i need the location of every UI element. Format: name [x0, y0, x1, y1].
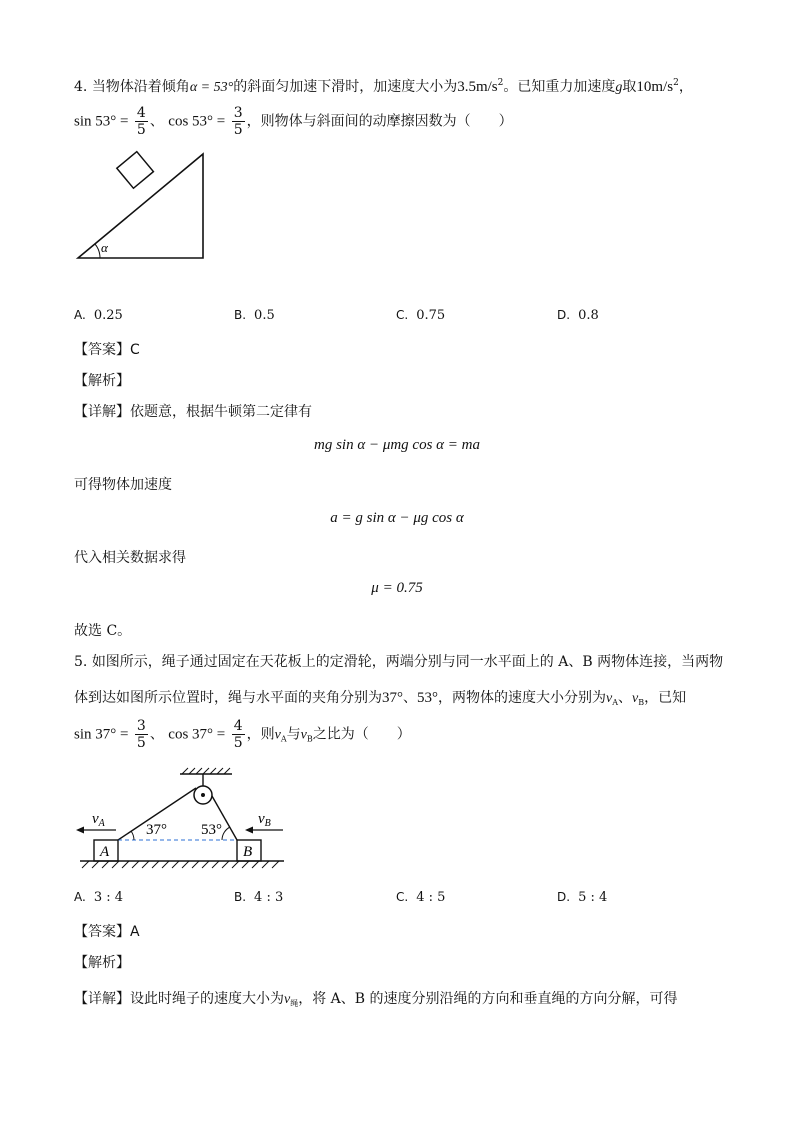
q5-text: 与 — [286, 726, 301, 743]
option-value: 3 : 4 — [93, 890, 123, 905]
q5-text: ，两物体的速度大小分别为 — [438, 690, 606, 706]
option-value: 4 : 5 — [416, 890, 446, 905]
q5-angle-1: 37° — [382, 690, 403, 706]
q5-sep: 、 — [149, 726, 164, 743]
q4-text: ， — [678, 79, 693, 95]
answer-tag: 【答案】 — [74, 342, 130, 358]
q5-line1 — [74, 651, 723, 671]
q4-sep: 、 — [149, 113, 164, 130]
velocity-arrowhead-b — [245, 827, 253, 834]
ground-hatch — [82, 861, 279, 868]
q4-number: 4. — [74, 79, 88, 95]
alpha-label: α — [101, 240, 108, 255]
detail-tag: 【详解】 — [74, 404, 130, 420]
option-label: B. — [234, 308, 247, 322]
q4-text: 当物体沿着倾角 — [91, 79, 190, 95]
option-value: 5 : 4 — [578, 890, 608, 905]
q4-question-tail: ，则物体与斜面间的动摩擦因数为（ ） — [246, 113, 513, 130]
option-label: C. — [396, 890, 409, 904]
q5-answer — [74, 921, 140, 941]
detail-text: ，将 A、B 的速度分别沿绳的方向和垂直绳的方向分解，可得 — [298, 991, 678, 1007]
q5-question-tail: 之比为（ ） — [312, 726, 411, 743]
q5-number: 5. — [74, 654, 88, 670]
q5-text: 、 — [403, 690, 417, 706]
velocity-label-a: $v_A$ — [92, 811, 105, 829]
velocity-label-b: $v_B$ — [258, 811, 271, 829]
q4-accel: 3.5m/s — [457, 79, 498, 95]
q4-conclusion: 故选 C。 — [74, 623, 132, 639]
q5-text: 如图所示，绳子通过固定在天花板上的定滑轮，两端分别与同一水平面上的 A、B 两物体连接，当两物 — [91, 654, 724, 670]
q5-va: v — [606, 691, 613, 706]
q5-text: ，已知 — [644, 690, 687, 706]
q4-text: 取 — [622, 79, 637, 95]
q4-line2 — [74, 105, 513, 138]
option-label: A. — [74, 890, 86, 904]
block-a-label: A — [100, 844, 110, 860]
q4-option-d[interactable] — [557, 308, 599, 323]
q5-sin-label: sin 37° = — [74, 726, 129, 743]
q5-text: ，则 — [246, 726, 275, 743]
q4-cos-label: cos 53° = — [168, 113, 226, 130]
option-label: D. — [557, 890, 571, 904]
fraction-numerator: 3 — [233, 105, 243, 121]
fraction-numerator: 4 — [233, 718, 243, 734]
q4-g: g — [615, 80, 623, 95]
q4-angle: α = 53° — [189, 80, 234, 95]
q4-sup: 2 — [497, 78, 504, 88]
fraction-numerator: 3 — [136, 718, 146, 734]
rope-velocity-sub: 绳 — [290, 999, 299, 1008]
option-label: C. — [396, 308, 409, 322]
q4-equation-2: a = g sin α − μg cos α — [330, 510, 464, 526]
q4-equation-1: mg sin α − μmg cos α = ma — [313, 437, 481, 453]
option-label: A. — [74, 308, 86, 322]
velocity-arrowhead-a — [76, 827, 84, 834]
q4-sin-fraction — [135, 105, 148, 138]
option-value: 0.75 — [416, 308, 446, 323]
fraction-denominator: 5 — [233, 122, 243, 138]
q5-option-b[interactable] — [234, 890, 283, 905]
answer-value: A — [130, 924, 140, 940]
q5-va-sub: A — [612, 698, 618, 707]
q4-sin-label: sin 53° = — [74, 113, 129, 130]
q4-option-a[interactable] — [74, 308, 123, 323]
q4-gval: 10m/s — [636, 79, 674, 95]
option-label: D. — [557, 308, 571, 322]
detail-text: 依题意，根据牛顿第二定律有 — [130, 404, 312, 420]
fraction-denominator: 5 — [136, 122, 146, 138]
q5-option-a[interactable] — [74, 890, 123, 905]
q5-ratio-vb-sub: B — [306, 734, 313, 744]
sliding-block — [117, 152, 154, 189]
q5-ratio-vb: v — [300, 727, 307, 743]
angle-label-right: 53° — [201, 822, 222, 838]
ceiling-hatch — [182, 768, 230, 774]
answer-tag: 【答案】 — [74, 924, 130, 940]
q4-option-c[interactable] — [396, 308, 445, 323]
pulley-axle — [201, 793, 205, 797]
angle-arc — [95, 244, 100, 258]
option-value: 0.25 — [93, 308, 123, 323]
q5-cos-label: cos 37° = — [168, 726, 226, 743]
q4-text-2: 可得物体加速度 — [74, 477, 172, 493]
q5-vb: v — [632, 691, 639, 706]
rope-velocity: v — [284, 992, 291, 1007]
block-b-label: B — [243, 844, 253, 860]
q5-line3 — [74, 718, 411, 751]
q5-sin-fraction — [135, 718, 148, 751]
q4-equation-3: μ = 0.75 — [371, 580, 423, 596]
q5-detail — [74, 988, 678, 1009]
q5-ratio-va-sub: A — [280, 734, 287, 744]
detail-text: 设此时绳子的速度大小为 — [130, 991, 284, 1007]
q4-option-b[interactable] — [234, 308, 275, 323]
q4-text-3: 代入相关数据求得 — [74, 550, 186, 566]
q5-analysis-tag: 【解析】 — [74, 955, 130, 971]
q4-text: 的斜面匀加速下滑时，加速度大小为 — [233, 79, 458, 95]
q4-cos-fraction — [232, 105, 245, 138]
q4-analysis-tag: 【解析】 — [74, 373, 130, 389]
q4-sup: 2 — [673, 78, 679, 88]
q5-option-c[interactable] — [396, 890, 445, 905]
answer-value: C — [130, 342, 140, 358]
fraction-denominator: 5 — [136, 735, 146, 751]
q5-text: 、 — [618, 690, 632, 706]
q4-incline-figure — [70, 145, 215, 265]
option-value: 0.5 — [254, 308, 275, 323]
q4-detail — [74, 401, 312, 421]
q5-cos-fraction — [232, 718, 245, 751]
option-value: 4 : 3 — [254, 890, 284, 905]
fraction-denominator: 5 — [233, 735, 243, 751]
q5-vb-sub: B — [638, 698, 645, 707]
detail-tag: 【详解】 — [74, 991, 130, 1007]
angle-arc-left — [131, 831, 134, 840]
q4-text: 。已知重力加速度 — [503, 79, 616, 95]
option-label: B. — [234, 890, 247, 904]
q5-ratio-va: v — [274, 727, 281, 743]
option-value: 0.8 — [578, 308, 599, 323]
q4-answer — [74, 339, 140, 359]
angle-arc-right — [222, 827, 230, 840]
fraction-numerator: 4 — [136, 105, 146, 121]
q5-option-d[interactable] — [557, 890, 607, 905]
q5-text: 体到达如图所示位置时，绳与水平面的夹角分别为 — [74, 690, 382, 706]
angle-label-left: 37° — [146, 822, 167, 838]
q5-line2 — [74, 687, 686, 707]
q5-pulley-figure — [72, 765, 292, 875]
q5-angle-2: 53° — [417, 690, 438, 706]
q4-line1 — [74, 76, 693, 96]
